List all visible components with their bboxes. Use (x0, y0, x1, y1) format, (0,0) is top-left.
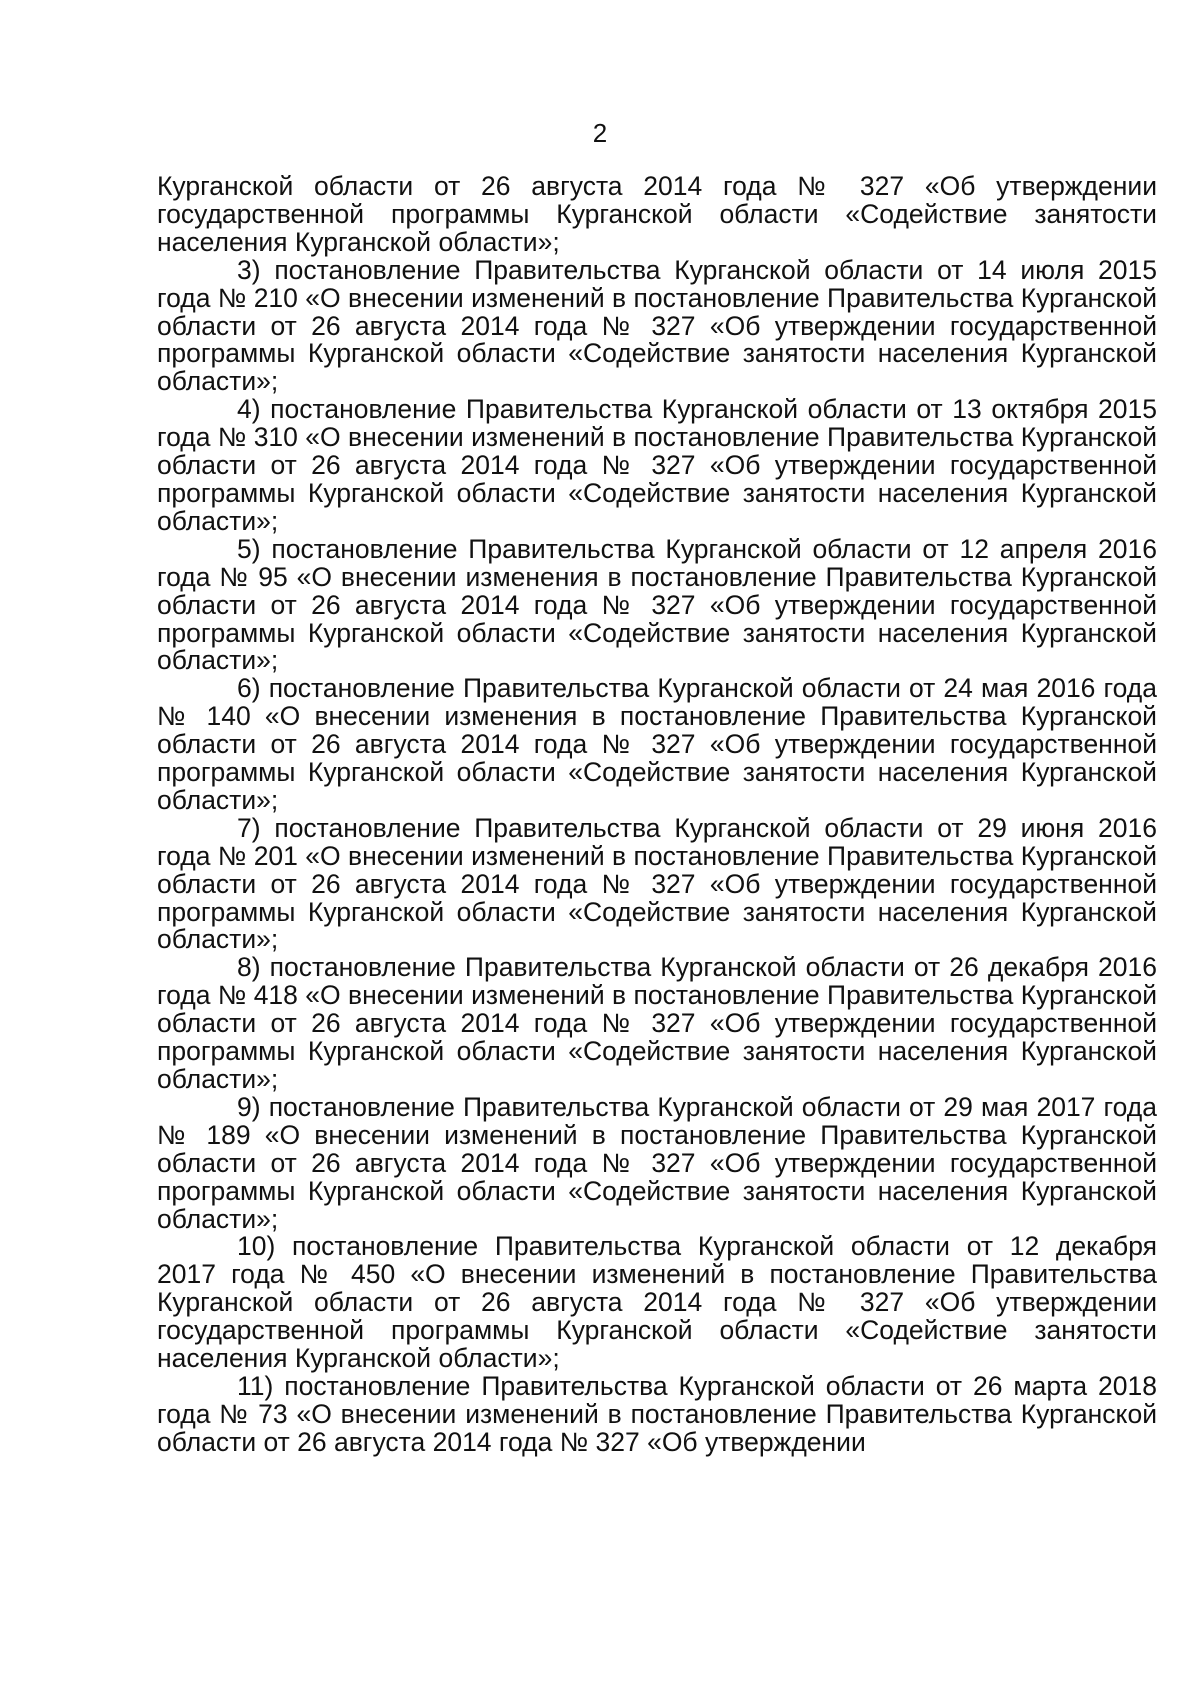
list-item-7: 7) постановление Правительства Курганской области от 29 июня 2016 года № 201 «О внесении изменений в постановление Правительства Курганской области от 26 августа 2014 года № 327 «Об утверждении государственной программы Курганской области «Содействие занятости населения Курганской области»; (157, 812, 1157, 955)
list-item-6: 6) постановление Правительства Курганской области от 24 мая 2016 года № 140 «О внесении изменения в постановление Правительства Курганской области от 26 августа 2014 года № 327 «Об утверждении государственной программы Курганской области «Содействие занятости населения Курганской области»; (157, 673, 1157, 815)
list-item-8: 8) постановление Правительства Курганской области от 26 декабря 2016 года № 418 «О внесении изменений в постановление Правительства Курганской области от 26 августа 2014 года № 327 «Об утверждении государственной программы Курганской области «Содействие занятости населения Курганской области»; (157, 952, 1157, 1094)
list-item-3: 3) постановление Правительства Курганской области от 14 июля 2015 года № 210 «О внесении изменений в постановление Правительства Курганской области от 26 августа 2014 года № 327 «Об утверждении государственной программы Курганской области «Содействие занятости населения Курганской области»; (157, 254, 1157, 397)
list-item-9: 9) постановление Правительства Курганской области от 29 мая 2017 года № 189 «О внесении изменений в постановление Правительства Курганской области от 26 августа 2014 года № 327 «Об утверждении государственной программы Курганской области «Содействие занятости населения Курганской области»; (157, 1091, 1157, 1234)
paragraph-continuation: Курганской области от 26 августа 2014 года № 327 «Об утверждении государственной программы Курганской области «Содействие занятости населения Курганской области»; (157, 171, 1157, 257)
list-item-10: 10) постановление Правительства Курганской области от 12 декабря 2017 года № 450 «О внесении изменений в постановление Правительства Курганской области от 26 августа 2014 года № 327 «Об утверждении государственной программы Курганской области «Содействие занятости населения Курганской области»; (157, 1231, 1157, 1374)
list-item-4: 4) постановление Правительства Курганской области от 13 октября 2015 года № 310 «О внесении изменений в постановление Правительства Курганской области от 26 августа 2014 года № 327 «Об утверждении государственной программы Курганской области «Содействие занятости населения Курганской области»; (157, 394, 1157, 536)
list-item-11: 11) постановление Правительства Курганской области от 26 марта 2018 года № 73 «О внесении изменений в постановление Правительства Курганской области от 26 августа 2014 года № 327 «Об утверждении (157, 1370, 1157, 1457)
page-number: 2 (592, 118, 608, 148)
list-item-5: 5) постановление Правительства Курганской области от 12 апреля 2016 года № 95 «О внесении изменения в постановление Правительства Курганской области от 26 августа 2014 года № 327 «Об утверждении государственной программы Курганской области «Содействие занятости населения Курганской области»; (157, 533, 1157, 676)
document-body (157, 173, 1157, 1457)
